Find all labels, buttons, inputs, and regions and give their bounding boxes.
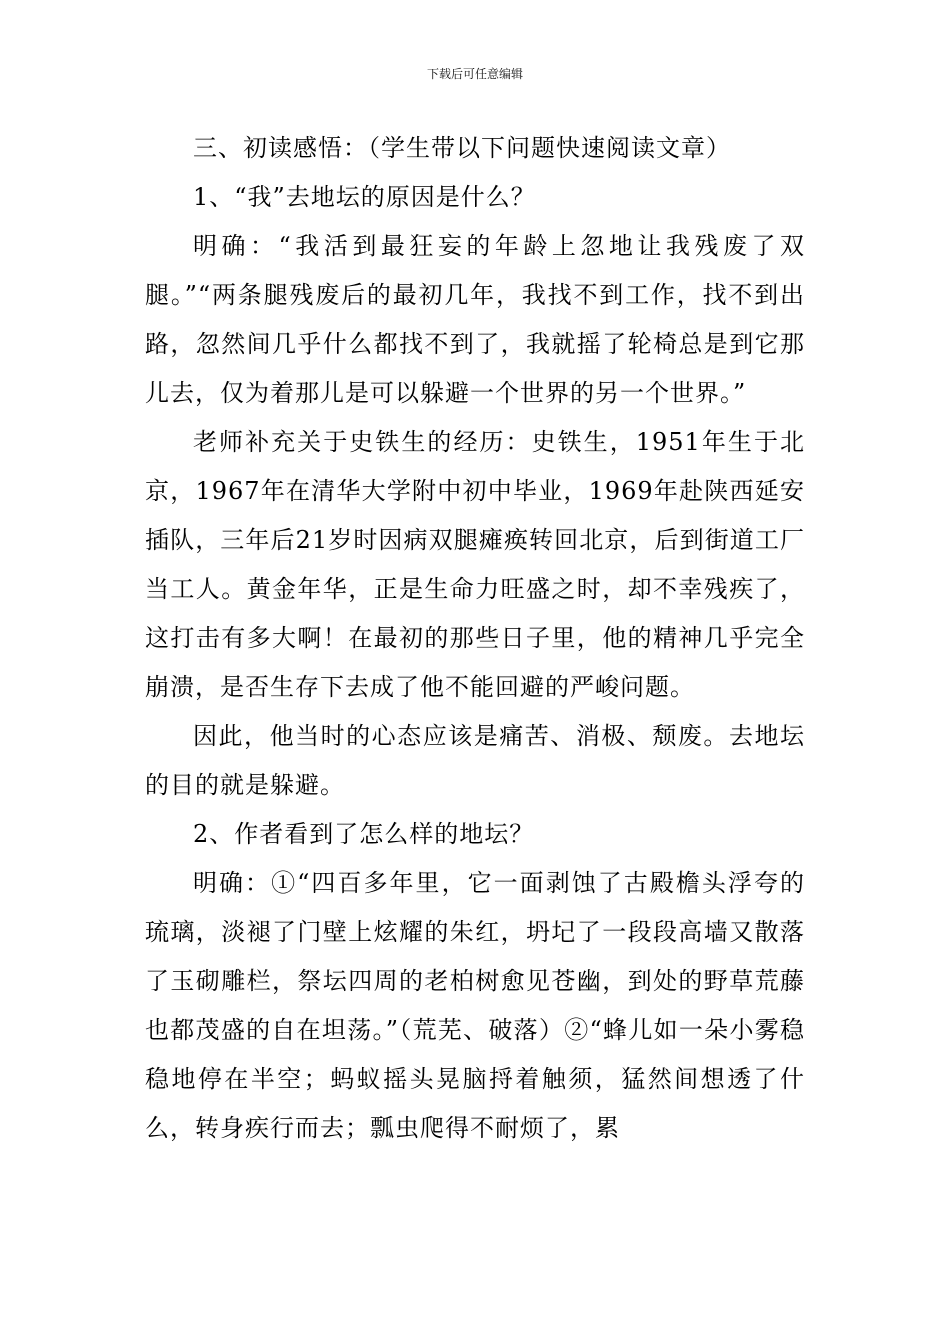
question-2: 2、作者看到了怎么样的地坛？ xyxy=(193,820,535,848)
section-heading: 三、初读感悟：（学生带以下问题快速阅读文章） xyxy=(193,134,731,162)
teacher-supplement: 老师补充关于史铁生的经历：史铁生，1951年生于北京，1967年在清华大学附中初中毕业，1969年赴陕西延安插队，三年后21岁时因病双腿瘫痪转回北京，后到街道工厂当工人。黄金年华，正是生命力旺盛之时，却不幸残疾了，这打击有多大啊！在最初的那些日子里，他的精神几乎完全崩溃，是否生存下去成了他不能回避的严峻问题。 xyxy=(145,428,805,701)
page-header: 下载后可任意编辑 xyxy=(426,67,523,81)
document-body xyxy=(145,124,805,1153)
answer-1: 明确：“我活到最狂妄的年龄上忽地让我残废了双腿。”“两条腿残废后的最初几年，我找不到工作，找不到出路，忽然间几乎什么都找不到了，我就摇了轮椅总是到它那儿去，仅为着那儿是可以躲避一个世界的另一个世界。” xyxy=(145,232,805,407)
conclusion-paragraph: 因此，他当时的心态应该是痛苦、消极、颓废。去地坛的目的就是躲避。 xyxy=(145,722,805,799)
answer-2: 明确：①“四百多年里，它一面剥蚀了古殿檐头浮夸的琉璃，淡褪了门壁上炫耀的朱红，坍圮了一段段高墙又散落了玉砌雕栏，祭坛四周的老柏树愈见苍幽，到处的野草荒藤也都茂盛的自在坦荡。”（荒芜、破落）②“蜂儿如一朵小雾稳稳地停在半空；蚂蚁摇头晃脑捋着触须，猛然间想透了什么，转身疾行而去；瓢虫爬得不耐烦了，累 xyxy=(145,869,805,1142)
question-1: 1、“我”去地坛的原因是什么？ xyxy=(193,183,536,211)
